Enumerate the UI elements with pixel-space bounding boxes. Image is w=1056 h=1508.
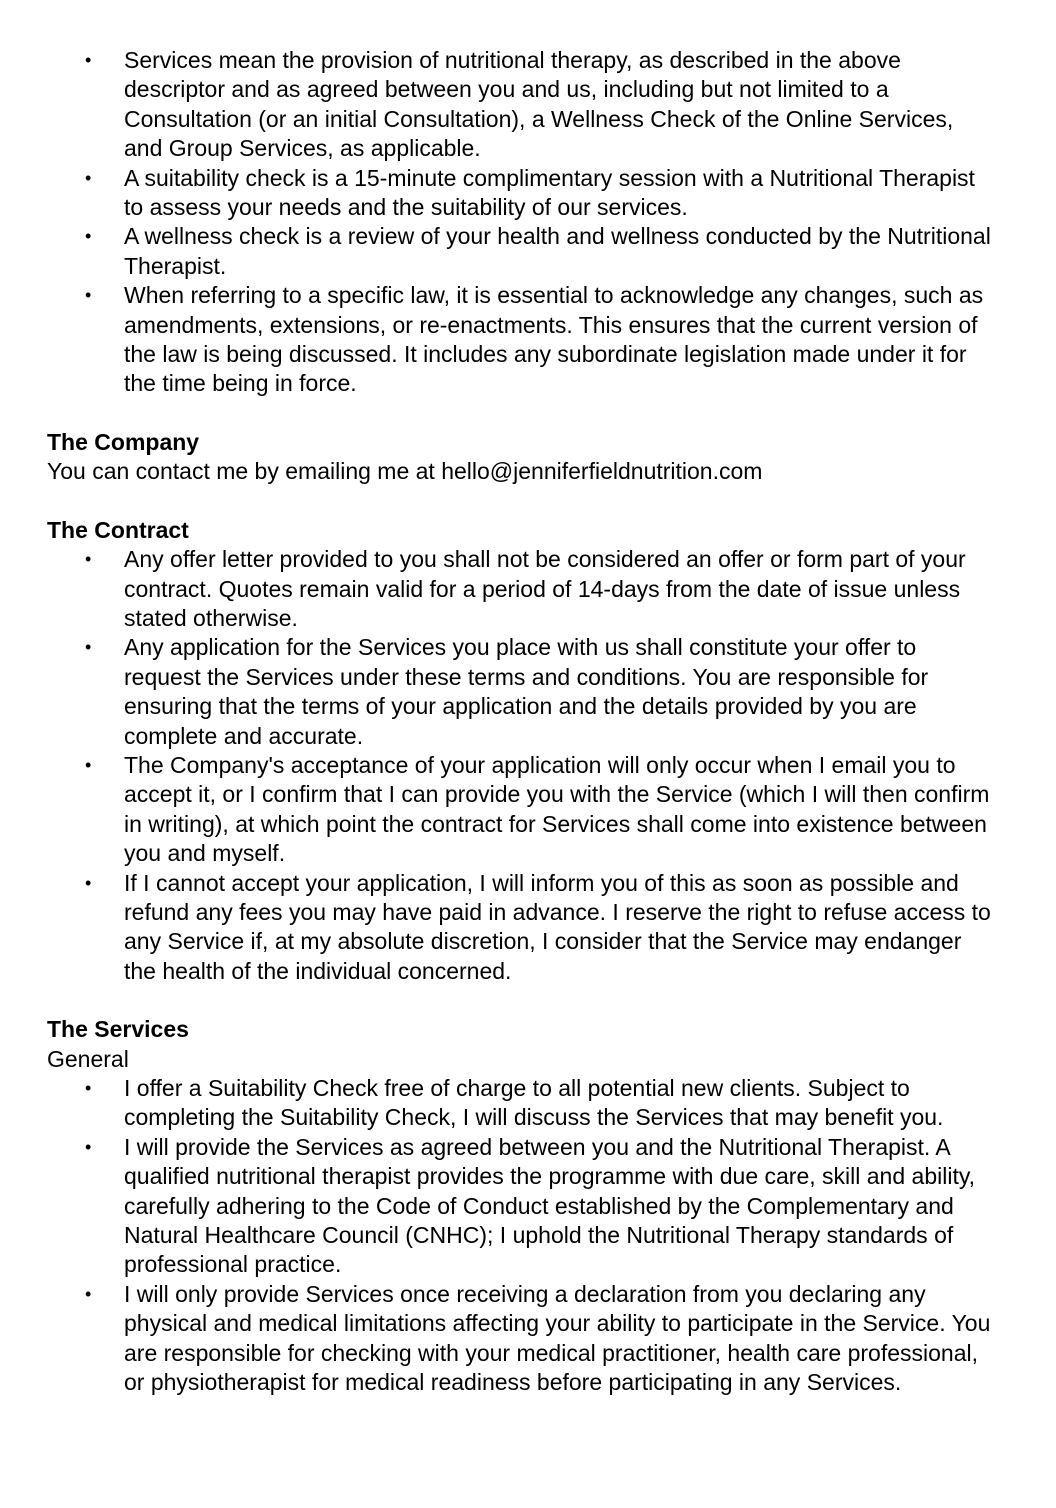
list-item bbox=[47, 1074, 996, 1133]
list-item-text: Any offer letter provided to you shall not be considered an offer or form part of your contract. Quotes remain valid for a period of 14-days from the date of issue unless stated otherwise. bbox=[124, 546, 966, 631]
bullet-icon: • bbox=[85, 872, 92, 893]
bullet-icon: • bbox=[85, 1283, 92, 1304]
services-list bbox=[47, 1074, 996, 1397]
list-item-text: I offer a Suitability Check free of charge to all potential new clients. Subject to completing the Suitability Check, I will discuss the Services that may benefit you. bbox=[124, 1075, 944, 1131]
list-item bbox=[47, 164, 996, 223]
list-item bbox=[47, 545, 996, 633]
list-item-text: I will only provide Services once receiving a declaration from you declaring any physical and medical limitations affecting your ability to participate in the Service. You are responsible for checking with your medical practitioner, health care professional, or physiotherapist for medical readiness before participating in any Services. bbox=[124, 1280, 991, 1396]
list-item bbox=[47, 281, 996, 399]
company-contact-text: You can contact me by emailing me at hello@jenniferfieldnutrition.com bbox=[47, 458, 763, 485]
bullet-icon: • bbox=[85, 50, 92, 70]
section-heading-services: The Services bbox=[47, 1016, 189, 1043]
list-item-text: I will provide the Services as agreed between you and the Nutritional Therapist. A qualified nutritional therapist provides the programme with due care, skill and ability, carefully adhering to the Code of Conduct established by the Complementary and Natural Healthcare Council (CNHC); I uphold the Nutritional Therapy standards of professional practice. bbox=[124, 1133, 976, 1278]
spacer bbox=[47, 487, 996, 516]
list-item bbox=[47, 751, 996, 869]
bullet-icon: • bbox=[85, 637, 92, 658]
bullet-icon: • bbox=[85, 167, 92, 188]
list-item bbox=[47, 1280, 996, 1398]
list-item-text: Services mean the provision of nutritional therapy, as described in the above descriptor and as agreed between you and us, including but not limited to a Consultation (or an initial Consultation), a Wellness Check of the Online Services, and Group Services, as applicable. bbox=[124, 47, 954, 162]
bullet-icon: • bbox=[85, 285, 92, 306]
spacer bbox=[47, 986, 996, 1015]
list-item-text: When referring to a specific law, it is essential to acknowledge any changes, such as amendments, extensions, or re-enactments. This ensures that the current version of the law is being discussed. It includes any subordinate legislation made under it for the time being in force. bbox=[124, 282, 984, 397]
spacer bbox=[47, 399, 996, 428]
bullet-icon: • bbox=[85, 226, 92, 247]
list-item-text: A suitability check is a 15-minute complimentary session with a Nutritional Therapist to assess your needs and the suitability of our services. bbox=[124, 164, 975, 221]
list-item bbox=[47, 222, 996, 281]
section-subheading-general: General bbox=[47, 1045, 129, 1072]
bullet-icon: • bbox=[85, 1136, 92, 1157]
list-item bbox=[47, 869, 996, 987]
section-heading-contract: The Contract bbox=[47, 516, 189, 543]
list-item-text: A wellness check is a review of your health and wellness conducted by the Nutritional Therapist. bbox=[124, 223, 991, 279]
list-item bbox=[47, 1133, 996, 1280]
section-heading-company: The Company bbox=[47, 428, 200, 455]
list-item-text: If I cannot accept your application, I will inform you of this as soon as possible and refund any fees you may have paid in advance. I reserve the right to refuse access to any Service if, at my absolute discretion, I consider that the Service may endanger the health of the individual concerned. bbox=[124, 869, 991, 984]
list-item-text: The Company's acceptance of your application will only occur when I email you to accept it, or I confirm that I can provide you with the Service (which I will then confirm in writing), at which point the contract for Services shall come into existence between you and myself. bbox=[124, 751, 990, 867]
contract-list bbox=[47, 545, 996, 986]
definitions-list bbox=[47, 46, 996, 399]
list-item-text: Any application for the Services you place with us shall constitute your offer to request the Services under these terms and conditions. You are responsible for ensuring that the terms of your application and the details provided by you are complete and accurate. bbox=[124, 634, 929, 749]
list-item bbox=[47, 46, 996, 164]
bullet-icon: • bbox=[85, 549, 92, 570]
bullet-icon: • bbox=[85, 1078, 92, 1098]
bullet-icon: • bbox=[85, 754, 92, 775]
list-item bbox=[47, 633, 996, 751]
